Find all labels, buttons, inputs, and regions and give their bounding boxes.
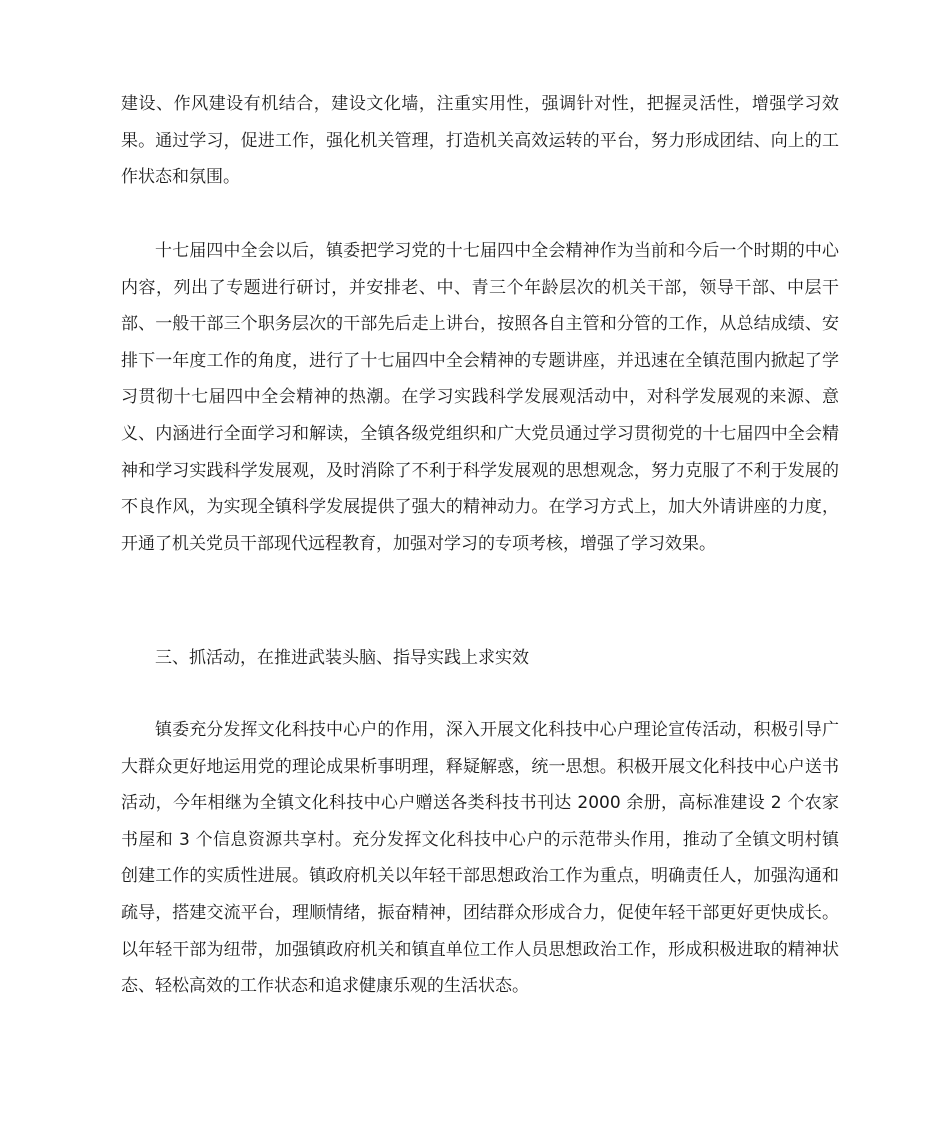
paragraph-cultural-tech: 镇委充分发挥文化科技中心户的作用，深入开展文化科技中心户理论宣传活动，积极引导广大群众更好地运用党的理论成果析事明理，释疑解惑，统一思想。积极开展文化科技中心户送书活动，今年相继为全镇文化科技中心户赠送各类科技书刊达 2000 余册，高标准建设 2 个农家书屋和 3 个信息资源共享村。充分发挥文化科技中心户的示范带头作用，推动了全镇文明村镇创建工作的实质性进展。镇政府机关以年轻干部思想政治工作为重点，明确责任人，加强沟通和疏导，搭建交流平台，理顺情绪，振奋精神，团结群众形成合力，促使年轻干部更好更快成长。以年轻干部为纽带，加强镇政府机关和镇直单位工作人员思想政治工作，形成积极进取的精神状态、轻松高效的工作状态和追求健康乐观的生活状态。 <box>121 720 839 997</box>
paragraph-study-plenary: 十七届四中全会以后，镇委把学习党的十七届四中全会精神作为当前和今后一个时期的中心内容，列出了专题进行研讨，并安排老、中、青三个年龄层次的机关干部，领导干部、中层干部、一般干部三个职务层次的干部先后走上讲台，按照各自主管和分管的工作，从总结成绩、安排下一年度工作的角度，进行了十七届四中全会精神的专题讲座，并迅速在全镇范围内掀起了学习贯彻十七届四中全会精神的热潮。在学习实践科学发展观活动中，对科学发展观的来源、意义、内涵进行全面学习和解读，全镇各级党组织和广大党员通过学习贯彻党的十七届四中全会精神和学习实践科学发展观，及时消除了不利于科学发展观的思想观念，努力克服了不利于发展的不良作风，为实现全镇科学发展提供了强大的精神动力。在学习方式上，加大外请讲座的力度，开通了机关党员干部现代远程教育，加强对学习的专项考核，增强了学习效果。 <box>121 241 839 554</box>
section-heading: 三、抓活动，在推进武装头脑、指导实践上求实效 <box>155 648 529 668</box>
paragraph-continuation: 建设、作风建设有机结合，建设文化墙，注重实用性，强调针对性，把握灵活性，增强学习效果。通过学习，促进工作，强化机关管理，打造机关高效运转的平台，努力形成团结、向上的工作状态和氛围。 <box>121 94 839 188</box>
